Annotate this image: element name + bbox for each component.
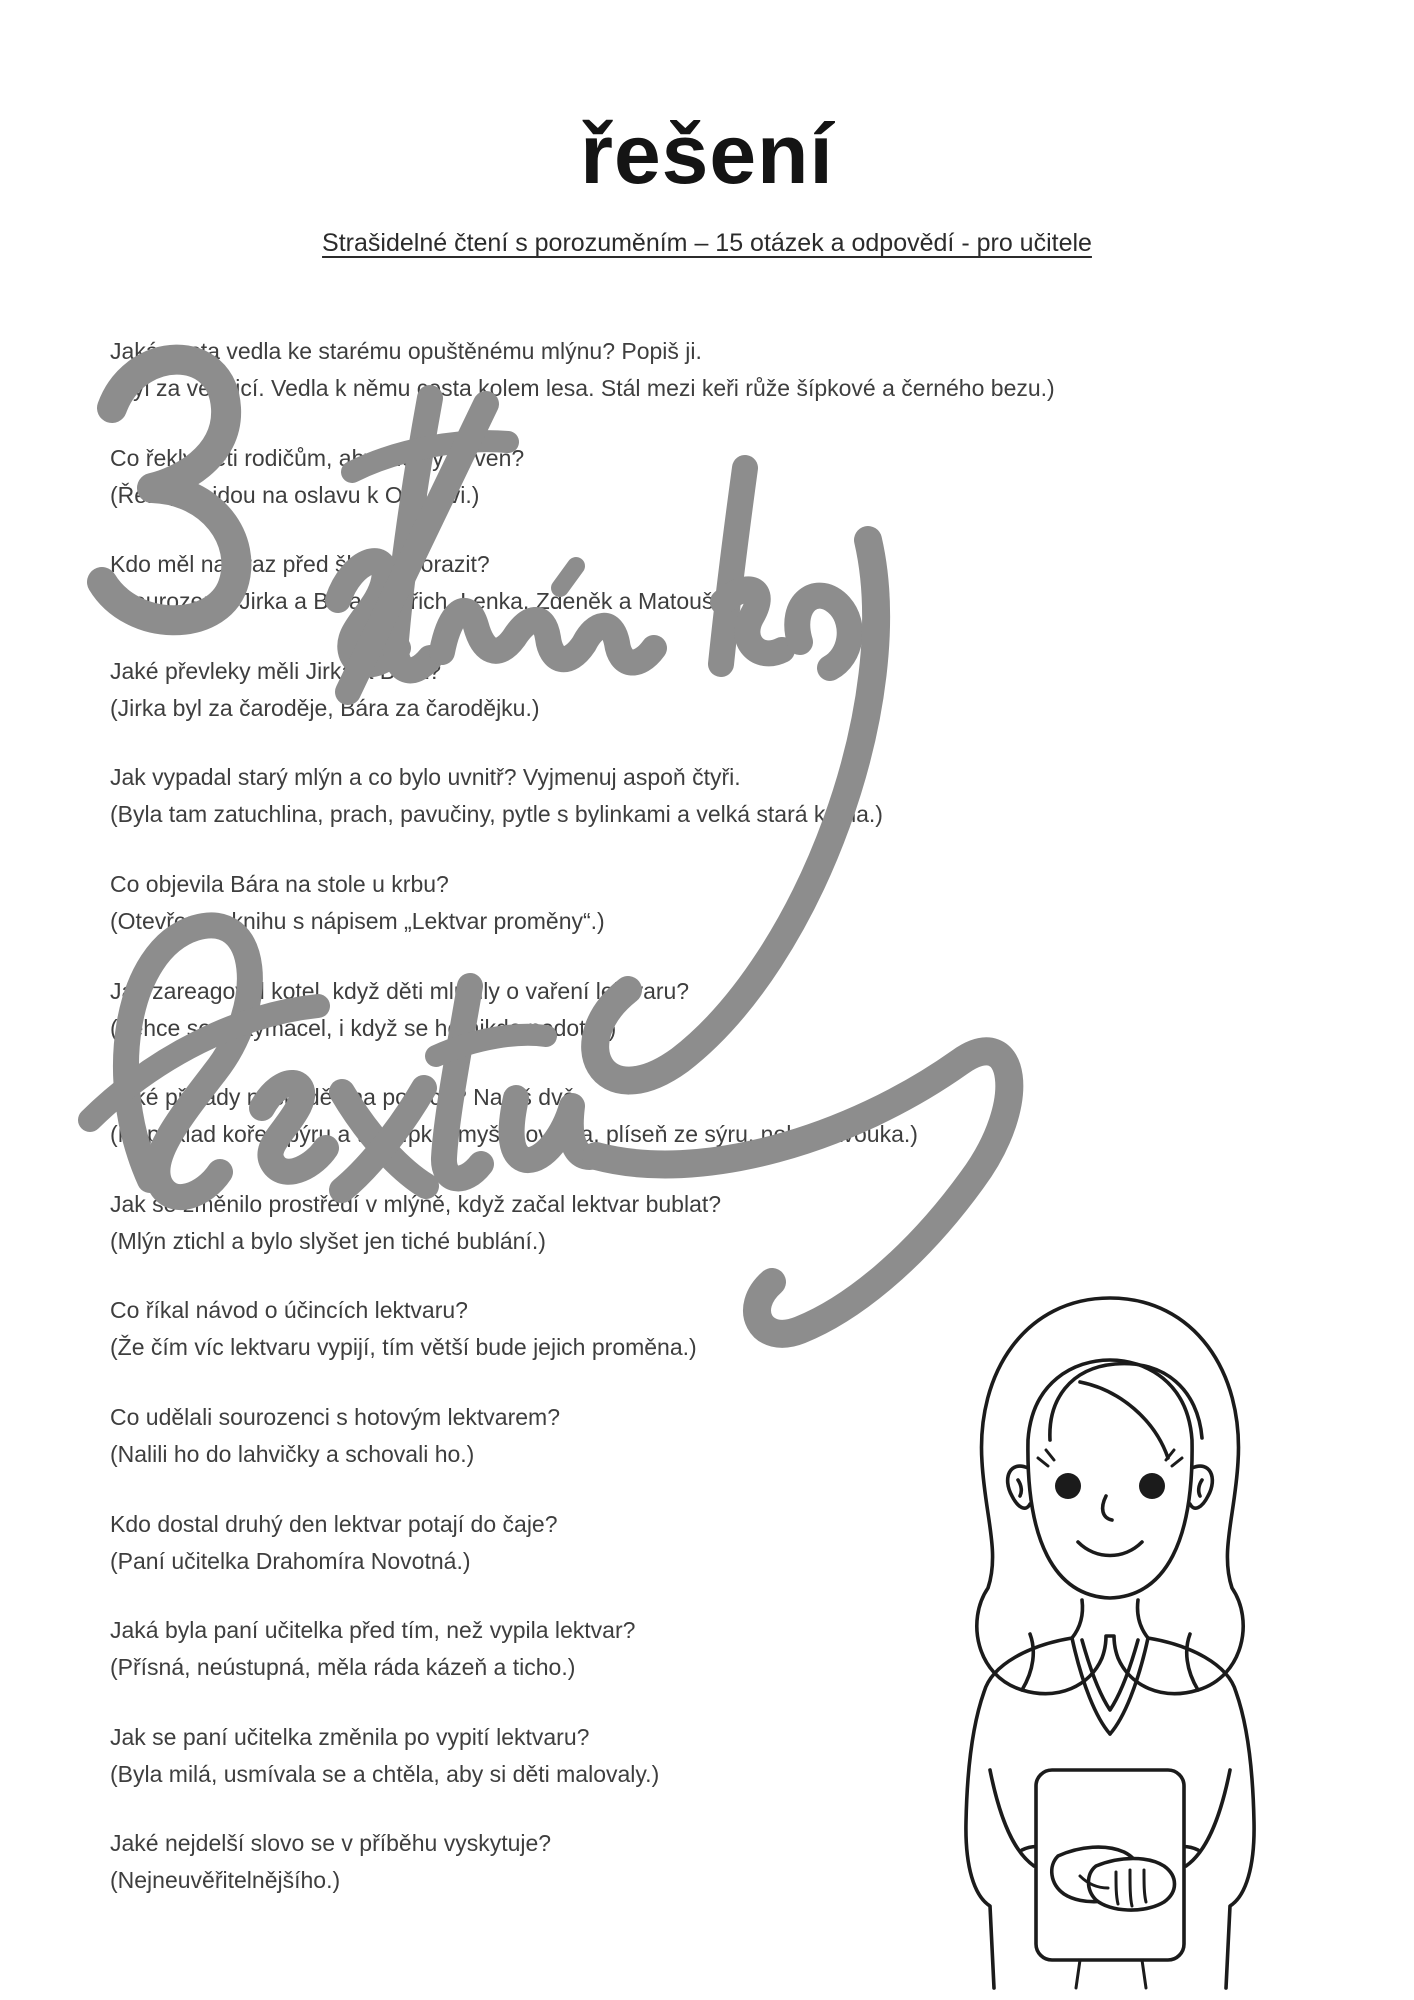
qa-item bbox=[110, 546, 1360, 620]
teacher-illustration bbox=[930, 1290, 1290, 1990]
eye-right bbox=[1139, 1473, 1165, 1499]
qa-item bbox=[110, 333, 1360, 407]
question-text: Co řekly děti rodičům, aby mohly jít ven? bbox=[110, 444, 525, 471]
question-text: Co říkal návod o účincích lektvaru? bbox=[110, 1297, 468, 1324]
qa-item bbox=[110, 759, 1360, 833]
answer-text: (Přísná, neústupná, měla ráda kázeň a ticho.) bbox=[110, 1654, 576, 1681]
answer-text: (Například kořen pýru a trn šípku, myší hovínka, plíseň ze sýru, nohy pavouka.) bbox=[110, 1121, 918, 1148]
question-text: Co objevila Bára na stole u krbu? bbox=[110, 871, 449, 897]
qa-item bbox=[110, 1079, 1360, 1153]
question-text: Jaká byla paní učitelka před tím, než vypila lektvar? bbox=[110, 1617, 636, 1644]
answer-text: (Nejneuvěřitelnějšího.) bbox=[110, 1867, 341, 1894]
answer-text: (Byl za vesnicí. Vedla k němu cesta kolem lesa. Stál mezi keři růže šípkové a černého bezu.) bbox=[110, 375, 1055, 401]
subtitle-link[interactable]: Strašidelné čtení s porozuměním – 15 otázek a odpovědí - pro učitele bbox=[322, 229, 1092, 257]
question-text: Jak se změnilo prostředí v mlýně, když začal lektvar bublat? bbox=[110, 1190, 722, 1217]
wm-t1-loop bbox=[126, 925, 250, 1197]
answer-text: (Otevřenou knihu s nápisem „Lektvar proměny“.) bbox=[110, 908, 605, 934]
answer-text: (Mlýn ztichl a bylo slyšet jen tiché bublání.) bbox=[110, 1227, 546, 1254]
answer-text: (Lehce se zakymácel, i když se ho nikdo nedotkl.) bbox=[110, 1014, 617, 1041]
question-text: Jaké přísady našly děti na poličce? Napiš dvě. bbox=[110, 1084, 582, 1111]
answer-text: (Řekli, že jdou na oslavu k Ondrovi.) bbox=[110, 481, 480, 508]
qa-item bbox=[110, 440, 1360, 514]
qa-item bbox=[110, 973, 1360, 1047]
qa-item bbox=[110, 1186, 1360, 1260]
answer-text: (Paní učitelka Drahomíra Novotná.) bbox=[110, 1547, 471, 1574]
question-text: Jak se paní učitelka změnila po vypití lektvaru? bbox=[110, 1723, 590, 1750]
answer-text: (Sourozenci Jirka a Bára, Oldřich, Lenka, Zdeněk a Matouš.) bbox=[110, 588, 728, 615]
eye-left bbox=[1055, 1473, 1081, 1499]
page-title: řešení bbox=[580, 107, 834, 202]
question-text: Jak zareagoval kotel, když děti mluvily o vaření lektvaru? bbox=[110, 977, 690, 1004]
question-text: Jaká cesta vedla ke starému opuštěnému mlýnu? Popiš ji. bbox=[110, 338, 702, 364]
qa-item bbox=[110, 866, 1360, 940]
question-text: Jaké převleky měli Jirka a Bára? bbox=[110, 657, 442, 684]
question-text: Co udělali sourozenci s hotovým lektvarem? bbox=[110, 1404, 560, 1430]
answer-text: (Byla milá, usmívala se a chtěla, aby si děti malovaly.) bbox=[110, 1760, 660, 1787]
answer-text: (Nalili ho do lahvičky a schovali ho.) bbox=[110, 1441, 475, 1467]
question-text: Jak vypadal starý mlýn a co bylo uvnitř? Vyjmenuj aspoň čtyři. bbox=[110, 764, 741, 791]
face-outline bbox=[1028, 1360, 1192, 1598]
question-text: Jaké nejdelší slovo se v příběhu vyskytuje? bbox=[110, 1830, 552, 1857]
question-text: Kdo měl na sraz před školou dorazit? bbox=[110, 551, 490, 578]
qa-item bbox=[110, 653, 1360, 727]
answer-text: (Byla tam zatuchlina, prach, pavučiny, pytle s bylinkami a velká stará kniha.) bbox=[110, 801, 883, 828]
question-text: Kdo dostal druhý den lektvar potají do čaje? bbox=[110, 1510, 558, 1537]
answer-text: (Že čím víc lektvaru vypijí, tím větší bude jejich proměna.) bbox=[110, 1334, 697, 1361]
answer-text: (Jirka byl za čaroděje, Bára za čarodějku.) bbox=[110, 694, 540, 721]
